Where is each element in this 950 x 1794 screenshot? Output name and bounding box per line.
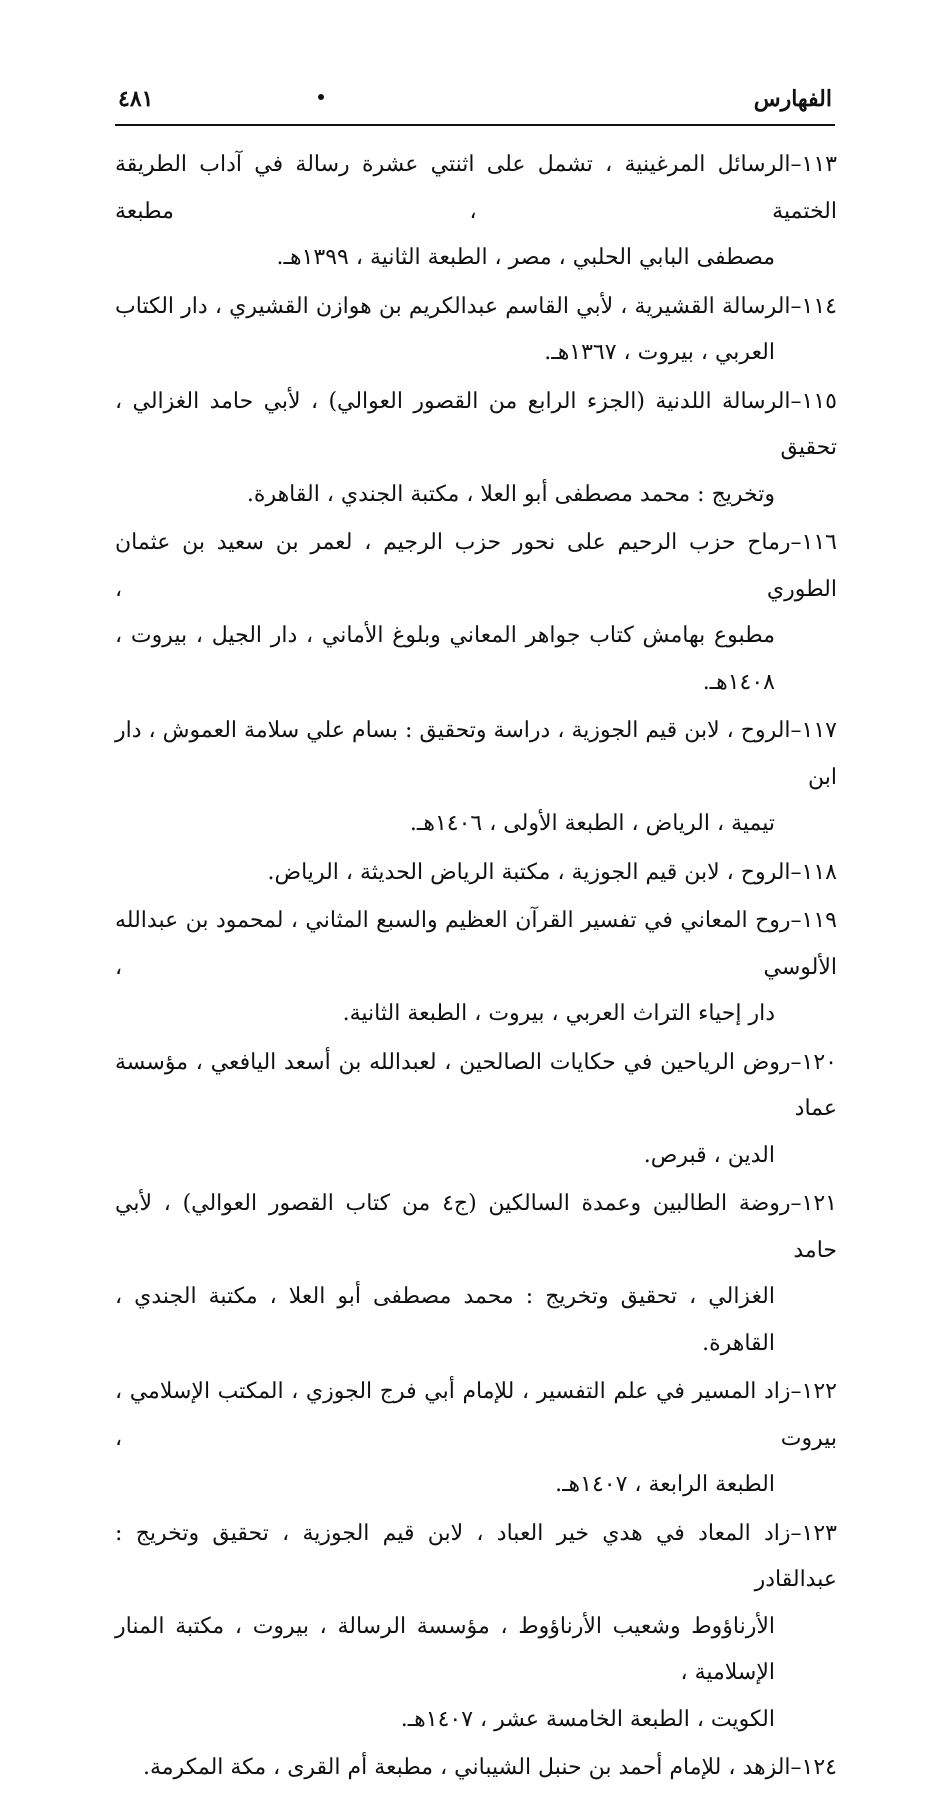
bibliography-entry: ١٢٠–روض الرياحين في حكايات الصالحين ، لعبدالله بن أسعد اليافعي ، مؤسسة عماد الدين ، قبرص.: [115, 1040, 837, 1180]
entry-number: ١٢٣: [801, 1520, 837, 1546]
entry-text: روح المعاني في تفسير القرآن العظيم والسبع المثاني ، لمحمود بن عبدالله الألوسي ،: [115, 908, 837, 980]
entry-continuation: الأرناؤوط وشعيب الأرناؤوط ، مؤسسة الرسالة ، بيروت ، مكتبة المنار الإسلامية ،: [115, 1613, 775, 1685]
bibliography-entry: ١١٦–رماح حزب الرحيم على نحور حزب الرجيم ، لعمر بن سعيد بن عثمان الطوري ، مطبوع بهامش كتاب جواهر المعاني وبلوغ الأماني ، دار الجيل ، بيروت ، ١٤٠٨هـ.: [115, 520, 837, 706]
entry-number: ١١٨: [801, 859, 837, 885]
entry-text: زاد المعاد في هدي خير العباد ، لابن قيم الجوزية ، تحقيق وتخريج : عبدالقادر: [115, 1520, 837, 1592]
bibliography-entry: ١١٣–الرسائل المرغينية ، تشمل على اثنتي عشرة رسالة في آداب الطريقة الختمية ، مطبعة مصطفى البابي الحلبي ، مصر ، الطبعة الثانية ، ١٣٩٩هـ.: [115, 142, 837, 282]
entry-text: رماح حزب الرحيم على نحور حزب الرجيم ، لعمر بن سعيد بن عثمان الطوري ،: [115, 530, 837, 602]
entry-continuation: الدين ، قبرص.: [643, 1142, 775, 1168]
header-rule: [115, 124, 835, 126]
entry-number: ١١٦: [801, 530, 837, 555]
entry-continuation: وتخريج : محمد مصطفى أبو العلا ، مكتبة الجندي ، القاهرة.: [246, 481, 775, 507]
bibliography-entry: ١١٨–الروح ، لابن قيم الجوزية ، مكتبة الرياض الحديثة ، الرياض.: [267, 859, 837, 885]
bibliography-entry: ١٢٤–الزهد ، للإمام أحمد بن حنبل الشيباني ، مطبعة أم القرى ، مكة المكرمة.: [142, 1755, 837, 1780]
entry-continuation: مصطفى البابي الحلبي ، مصر ، الطبعة الثانية ، ١٣٩٩هـ.: [276, 245, 775, 270]
header-dot: [318, 94, 324, 100]
running-header: [118, 82, 832, 116]
entry-text: الرسائل المرغينية ، تشمل على اثنتي عشرة رسالة في آداب الطريقة الختمية ، مطبعة: [115, 152, 837, 224]
entry-text: الزهد ، للإمام أحمد بن حنبل الشيباني ، مطبعة أم القرى ، مكة المكرمة.: [142, 1755, 791, 1780]
entry-number: ١١٧: [801, 718, 837, 743]
entry-continuation: الكويت ، الطبعة الخامسة عشر ، ١٤٠٧هـ.: [400, 1706, 775, 1732]
entry-text: الروح ، لابن قيم الجوزية ، دراسة وتحقيق : بسام علي سلامة العموش ، دار ابن: [115, 718, 837, 790]
entry-number: ١١٥: [801, 388, 837, 414]
entry-continuation: تيمية ، الرياض ، الطبعة الأولى ، ١٤٠٦هـ.: [409, 811, 775, 836]
entry-text: روض الرياحين في حكايات الصالحين ، لعبدالله بن أسعد اليافعي ، مؤسسة عماد: [115, 1049, 837, 1121]
entry-continuation: الغزالي ، تحقيق وتخريج : محمد مصطفى أبو العلا ، مكتبة الجندي ، القاهرة.: [115, 1284, 775, 1356]
entry-text: الروح ، لابن قيم الجوزية ، مكتبة الرياض الحديثة ، الرياض.: [267, 859, 791, 885]
bibliography-entry: ١٢٣–زاد المعاد في هدي خير العباد ، لابن قيم الجوزية ، تحقيق وتخريج : عبدالقادر الأرناؤوط وشعيب الأرناؤوط ، مؤسسة الرسالة ، بيروت ، مكتبة المنار الإسلامية ، الكويت ، الطبعة الخامسة عشر ، ١٤٠٧هـ.: [115, 1511, 837, 1744]
entry-number: ١٢٢: [801, 1379, 837, 1404]
header-title: الفهارس: [753, 86, 832, 112]
entry-text: روضة الطالبين وعمدة السالكين (ج٤ من كتاب القصور العوالي) ، لأبي حامد: [115, 1191, 837, 1263]
entry-number: ١٢٤: [801, 1755, 837, 1780]
bibliography-entry: ١٢٢–زاد المسير في علم التفسير ، للإمام أبي فرج الجوزي ، المكتب الإسلامي ، بيروت ، الطبعة الرابعة ، ١٤٠٧هـ.: [115, 1369, 837, 1509]
entry-number: ١٢١: [801, 1191, 837, 1216]
bibliography-entry: ١١٤–الرسالة القشيرية ، لأبي القاسم عبدالكريم بن هوازن القشيري ، دار الكتاب العربي ، بيروت ، ١٣٦٧هـ.: [115, 284, 837, 377]
bibliography-entry: ١٢١–روضة الطالبين وعمدة السالكين (ج٤ من كتاب القصور العوالي) ، لأبي حامد الغزالي ، تحقيق وتخريج : محمد مصطفى أبو العلا ، مكتبة الجندي ، القاهرة.: [115, 1181, 837, 1367]
bibliography-entry: ١١٥–الرسالة اللدنية (الجزء الرابع من القصور العوالي) ، لأبي حامد الغزالي ، تحقيق وتخريج : محمد مصطفى أبو العلا ، مكتبة الجندي ، القاهرة.: [115, 379, 837, 519]
entry-text: الرسالة القشيرية ، لأبي القاسم عبدالكريم بن هوازن القشيري ، دار الكتاب: [115, 293, 791, 319]
page-number: ٤٨١: [118, 86, 154, 112]
entry-continuation: مطبوع بهامش كتاب جواهر المعاني وبلوغ الأماني ، دار الجيل ، بيروت ، ١٤٠٨هـ.: [115, 623, 775, 695]
entry-continuation: العربي ، بيروت ، ١٣٦٧هـ.: [544, 340, 775, 365]
entry-continuation: دار إحياء التراث العربي ، بيروت ، الطبعة الثانية.: [342, 1001, 775, 1026]
entry-continuation: الطبعة الرابعة ، ١٤٠٧هـ.: [555, 1472, 775, 1497]
bibliography-entry: ١١٧–الروح ، لابن قيم الجوزية ، دراسة وتحقيق : بسام علي سلامة العموش ، دار ابن تيمية ، الرياض ، الطبعة الأولى ، ١٤٠٦هـ.: [115, 708, 837, 848]
bibliography-entry: ١١٩–روح المعاني في تفسير القرآن العظيم والسبع المثاني ، لمحمود بن عبدالله الألوسي ، دار إحياء التراث العربي ، بيروت ، الطبعة الثانية.: [115, 898, 837, 1038]
entry-text: الرسالة اللدنية (الجزء الرابع من القصور العوالي) ، لأبي حامد الغزالي ، تحقيق: [115, 388, 837, 460]
entry-number: ١١٤: [801, 293, 837, 319]
entry-number: ١٢٠: [801, 1049, 837, 1075]
entry-number: ١١٩: [801, 908, 837, 933]
entry-number: ١١٣: [801, 152, 837, 177]
entry-text: زاد المسير في علم التفسير ، للإمام أبي فرج الجوزي ، المكتب الإسلامي ، بيروت ،: [115, 1379, 837, 1451]
bibliography-list: [115, 142, 837, 1794]
